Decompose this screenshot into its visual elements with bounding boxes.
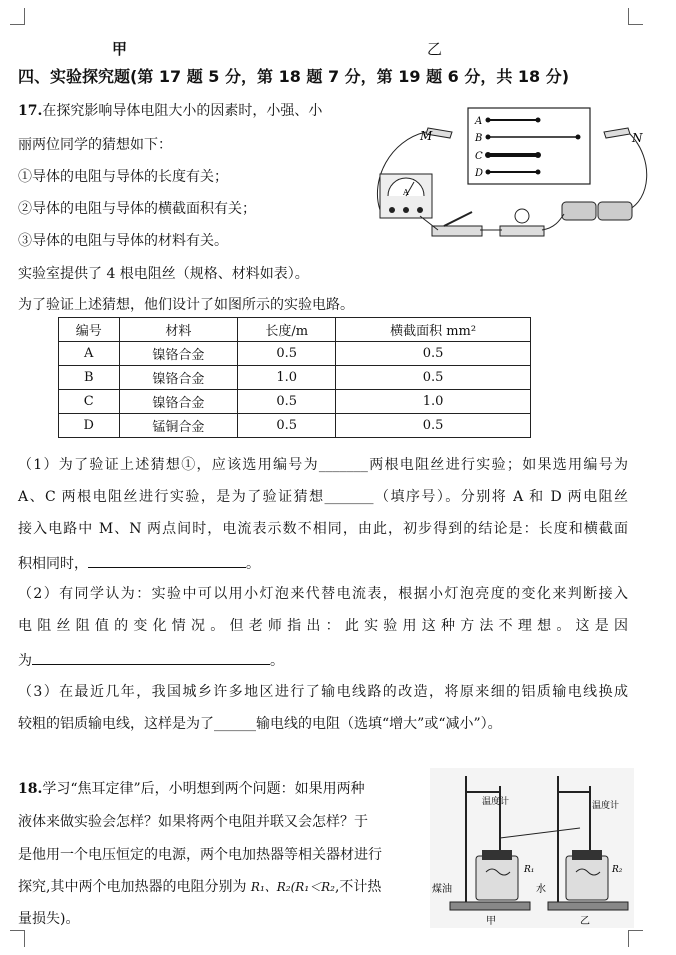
q17-line1: 17.在探究影响导体电阻大小的因素时，小强、小 (18, 103, 323, 119)
wire-label-c: C (475, 151, 483, 162)
table-header: 编号 (59, 318, 120, 342)
q18-line2: 液体来做实验会怎样？如果将两个电阻并联又会怎样？于 (18, 814, 368, 830)
table-cell: 1.0 (336, 390, 531, 414)
battery-icon-1 (562, 202, 596, 220)
q17-part1-line-d: 积相同时， 。 (18, 553, 260, 573)
ammeter-label: A (403, 188, 409, 197)
table-cell: 0.5 (336, 342, 531, 366)
section-heading: 四、实验探究题(第 17 题 5 分，第 18 题 7 分，第 19 题 6 分，共 18 分) (18, 67, 570, 86)
q17-circuit-figure (360, 100, 660, 250)
table-cell: 1.0 (238, 366, 336, 390)
q18-number: 18. (18, 781, 43, 797)
beaker-left-icon (476, 856, 518, 900)
r1-label: R₁ (524, 865, 535, 875)
q17-part2-line-c: 为 。 (18, 650, 284, 670)
wire-label-a: A (475, 116, 483, 127)
q17-guess3: ③导体的电阻与导体的材料有关。 (18, 233, 228, 249)
q17-part2-line-b: 电阻丝阻值的变化情况。但老师指出：此实验用这种方法不理想。这是因 (18, 618, 628, 634)
corner-mark-top-left (10, 8, 25, 25)
q17-part1-line-b: A、C 两根电阻丝进行实验，是为了验证猜想_______（填序号）。分别将 A 和 D 两电阻丝 (18, 489, 629, 505)
table-row (59, 342, 531, 366)
wire-label-b: B (475, 133, 483, 144)
thermometer-label-left: 温度计 (482, 797, 510, 807)
lamp-base (500, 226, 544, 236)
thermometer-label-right: 温度计 (592, 801, 620, 811)
prev-figure-label-right: 乙 (427, 40, 443, 58)
q17-part2-line-a: （2）有同学认为：实验中可以用小灯泡来代替电流表，根据小灯泡亮度的变化来判断接入 (18, 586, 628, 602)
q17-verify-line: 为了验证上述猜想，他们设计了如图所示的实验电路。 (18, 297, 354, 313)
q18-line4: 探究,其中两个电加热器的电阻分别为 R₁、R₂(R₁＜R₂,不计热 (18, 879, 382, 895)
table-row (59, 414, 531, 438)
table-cell: 0.5 (238, 342, 336, 366)
caption-right: 乙 (580, 916, 590, 927)
table-row (59, 366, 531, 390)
terminal-m-label: M (420, 129, 433, 143)
prev-figure-label-left: 甲 (112, 40, 128, 58)
stand-base-left (450, 902, 530, 910)
terminal-n-label: N (632, 131, 643, 145)
lamp-icon (515, 209, 529, 223)
table-cell: 镍铬合金 (119, 342, 238, 366)
q18-heater-figure (430, 768, 634, 928)
liquid-label-left: 煤油 (432, 884, 452, 895)
table-cell: 0.5 (336, 414, 531, 438)
table-cell: 锰铜合金 (119, 414, 238, 438)
table-cell: 0.5 (238, 390, 336, 414)
table-cell: C (59, 390, 120, 414)
table-cell: 0.5 (336, 366, 531, 390)
q18-line5: 量损失)。 (18, 911, 80, 927)
wire-label-d: D (475, 168, 484, 179)
table-header: 横截面积 mm² (336, 318, 531, 342)
corner-mark-bottom-right (628, 930, 643, 947)
q17-number: 17. (18, 103, 43, 119)
battery-icon-2 (598, 202, 632, 220)
table-row (59, 390, 531, 414)
liquid-label-right: 水 (536, 884, 546, 895)
table-cell: D (59, 414, 120, 438)
table-cell: 0.5 (238, 414, 336, 438)
corner-mark-bottom-left (10, 930, 25, 947)
q17-lab-line: 实验室提供了 4 根电阻丝（规格、材料如表）。 (18, 266, 309, 282)
q17-part3-line-b: 较粗的铝质输电线，这样是为了______输电线的电阻（选填“增大”或“减小”）。 (18, 716, 502, 732)
q17-guess2: ②导体的电阻与导体的横截面积有关； (18, 201, 256, 217)
switch-icon (432, 226, 482, 236)
table-cell: B (59, 366, 120, 390)
clip-n-icon (604, 128, 630, 138)
table-header-row (59, 318, 531, 342)
corner-mark-top-right (628, 8, 643, 25)
r2-label: R₂ (612, 865, 623, 875)
table-header: 长度/m (238, 318, 336, 342)
table-cell: A (59, 342, 120, 366)
table-cell: 镍铬合金 (119, 366, 238, 390)
lead-n (628, 134, 647, 210)
q17-part1-line-a: （1）为了验证上述猜想①，应该选用编号为_______两根电阻丝进行实验；如果选用编号为 (18, 457, 628, 473)
stand-base-right (548, 902, 628, 910)
table-header: 材料 (119, 318, 238, 342)
answer-blank[interactable] (32, 650, 270, 665)
q17-guess1: ①导体的电阻与导体的长度有关； (18, 169, 228, 185)
resistance-wire-table (58, 317, 531, 438)
beaker-right-icon (566, 856, 608, 900)
stopper-right (572, 850, 602, 860)
table-cell: 镍铬合金 (119, 390, 238, 414)
q18-line3: 是他用一个电压恒定的电源，两个电加热器等相关器材进行 (18, 847, 382, 863)
q18-line1: 18.学习“焦耳定律”后，小明想到两个问题：如果用两种 (18, 781, 365, 797)
q17-line2: 丽两位同学的猜想如下： (18, 137, 172, 153)
caption-left: 甲 (486, 916, 496, 927)
q17-part3-line-a: （3）在最近几年，我国城乡许多地区进行了输电线路的改造，将原来细的铝质输电线换成 (18, 684, 628, 700)
stopper-left (482, 850, 512, 860)
q17-part1-line-c: 接入电路中 M、N 两点间时，电流表示数不相同，由此，初步得到的结论是：长度和横截面 (18, 521, 628, 537)
answer-blank[interactable] (88, 553, 246, 568)
